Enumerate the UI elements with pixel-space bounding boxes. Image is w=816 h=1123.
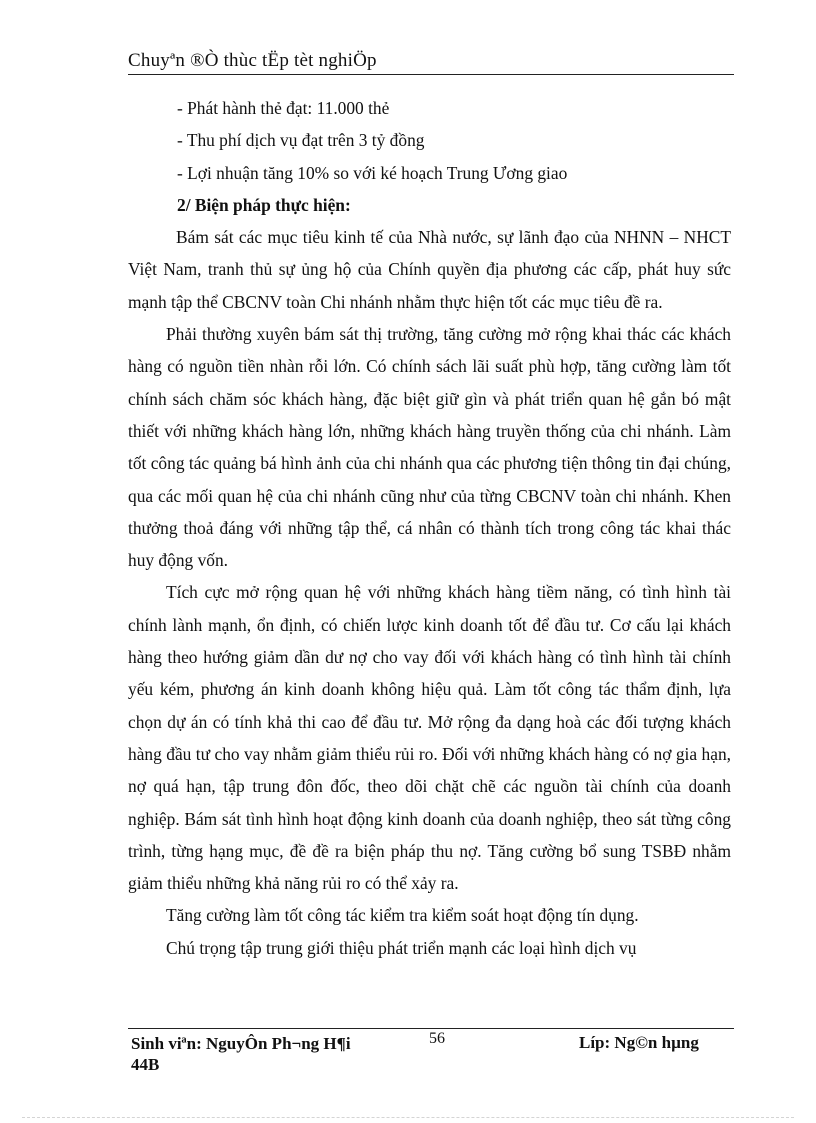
footer-divider — [128, 1028, 734, 1029]
page-header-title: Chuyªn ®Ò thùc tËp tèt nghiÖp — [128, 50, 377, 71]
paragraph: Bám sát các mục tiêu kinh tế của Nhà nước, sự lãnh đạo của NHNN – NHCT Việt Nam, tranh thủ sự ủng hộ của Chính quyền địa phương các cấp, phát huy sức mạnh tập thể CBCNV toàn Chi nhánh nhằm thực hiện tốt các mục tiêu đề ra. — [128, 227, 731, 312]
footer-student-name: Sinh viªn: NguyÔn Ph¬ng H¶i — [131, 1034, 351, 1053]
footer-student-class: 44B — [131, 1055, 160, 1074]
paragraph: Tích cực mở rộng quan hệ với những khách hàng tiềm năng, có tình hình tài chính lành mạnh, ổn định, có chiến lược kinh doanh tốt để đầu tư. Cơ cấu lại khách hàng theo hướng giảm dần dư nợ cho vay đối với khách hàng có tình hình tài chính yếu kém, phương án kinh doanh không hiệu quả. Làm tốt công tác thẩm định, lựa chọn dự án có tính khả thi cao để đầu tư. Mở rộng đa dạng hoà các đối tượng khách hàng đầu tư cho vay nhằm giảm thiểu rủi ro. Đối với những khách hàng có nợ gia hạn, nợ quá hạn, tập trung đôn đốc, theo dõi chặt chẽ các nguồn tài chính của doanh nghiệp. Bám sát tình hình hoạt động kinh doanh của doanh nghiệp, theo sát từng công trình, từng hạng mục, đề đề ra biện pháp thu nợ. Tăng cường bổ sung TSBĐ nhằm giảm thiểu những khả năng rủi ro có thể xảy ra. — [128, 582, 731, 894]
footer-class-label: Líp: Ng©n hµng — [579, 1033, 699, 1052]
document-body — [128, 92, 731, 964]
paragraph: Chú trọng tập trung giới thiệu phát triển mạnh các loại hình dịch vụ — [166, 937, 637, 958]
section-heading: 2/ Biện pháp thực hiện: — [177, 194, 351, 215]
bullet-item: - Phát hành thẻ đạt: 11.000 thẻ — [177, 98, 390, 118]
header-divider — [128, 74, 734, 75]
page-number: 56 — [429, 1030, 445, 1047]
bullet-item: - Lợi nhuận tăng 10% so với ké hoạch Trung Ương giao — [177, 162, 568, 183]
paragraph: Tăng cường làm tốt công tác kiểm tra kiểm soát hoạt động tín dụng. — [166, 905, 639, 926]
footer-student — [131, 1033, 431, 1075]
bullet-item: - Thu phí dịch vụ đạt trên 3 tỷ đồng — [177, 130, 425, 151]
page-bottom-border — [22, 1117, 794, 1118]
paragraph: Phải thường xuyên bám sát thị trường, tăng cường mở rộng khai thác các khách hàng có nguồn tiền nhàn rỗi lớn. Có chính sách lãi suất phù hợp, tăng cường làm tốt chính sách chăm sóc khách hàng, đặc biệt giữ gìn và phát triển quan hệ gắn bó mật thiết với những khách hàng lớn, những khách hàng truyền thống của chi nhánh. Làm tốt công tác quảng bá hình ảnh của chi nhánh qua các phương tiện thông tin đại chúng, qua các mối quan hệ của chi nhánh cũng như của từng CBCNV toàn chi nhánh. Khen thưởng thoả đáng với những tập thể, cá nhân có thành tích trong công tác khai thác huy động vốn. — [128, 324, 731, 571]
